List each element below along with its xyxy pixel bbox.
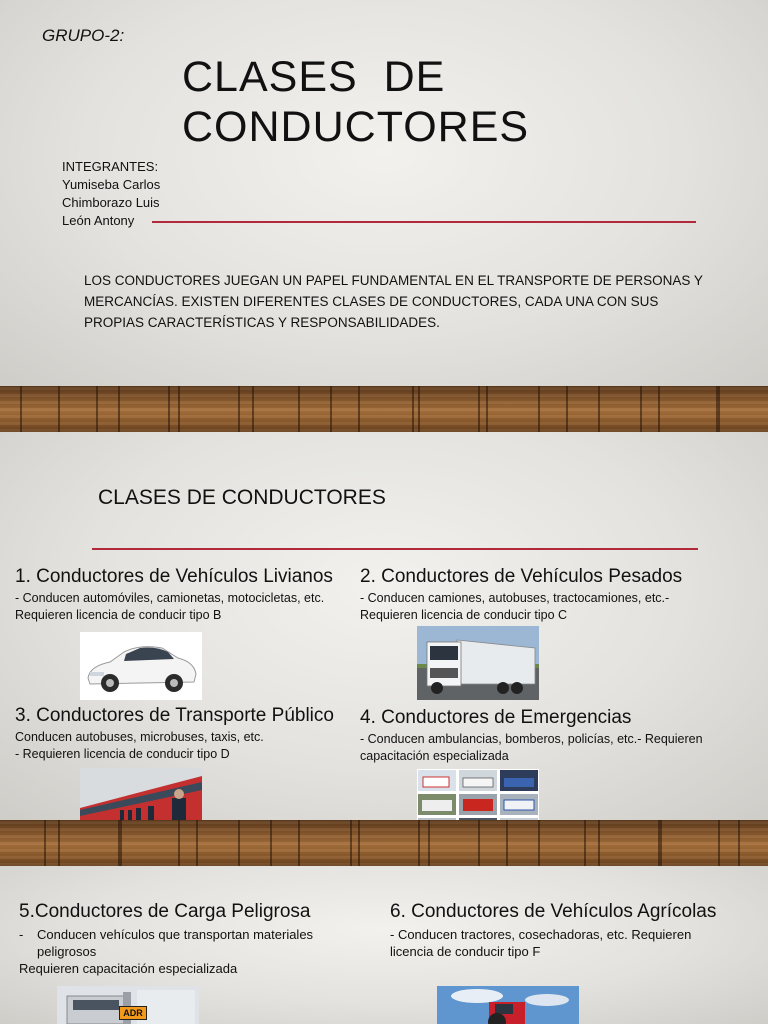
title-line-2: CONDUCTORES bbox=[182, 103, 530, 151]
bullet: - bbox=[19, 927, 24, 942]
slide-title bbox=[0, 0, 768, 386]
emergency-vehicles-image bbox=[417, 769, 539, 820]
slide-heading: CLASES DE CONDUCTORES bbox=[98, 486, 386, 509]
tractor-image bbox=[437, 986, 579, 1024]
car-image bbox=[80, 632, 202, 700]
class-heading-3: 3. Conductores de Transporte Público bbox=[15, 705, 334, 726]
divider-line bbox=[92, 548, 698, 550]
slide-classes-continued bbox=[0, 866, 768, 1024]
desc-line: peligrosos bbox=[37, 944, 97, 959]
class-desc-1 bbox=[15, 590, 324, 624]
desc-line: - Conducen automóviles, camionetas, motocicletas, etc. bbox=[15, 591, 325, 605]
team-member: León Antony bbox=[62, 213, 135, 228]
class-desc-4 bbox=[360, 731, 703, 765]
wood-floor-divider bbox=[0, 386, 768, 432]
intro-line: PROPIAS CARACTERÍSTICAS Y RESPONSABILIDADES. bbox=[84, 315, 440, 330]
desc-line: - Conducen ambulancias, bomberos, policías, etc.- Requieren bbox=[360, 732, 703, 746]
class-heading-4: 4. Conductores de Emergencias bbox=[360, 707, 632, 728]
desc-line: Requieren licencia de conducir tipo C bbox=[360, 608, 568, 622]
title-line-1: CLASES DE bbox=[182, 53, 446, 101]
intro-line: MERCANCÍAS. EXISTEN DIFERENTES CLASES DE CONDUCTORES, CADA UNA CON SUS bbox=[84, 294, 659, 309]
team-list bbox=[62, 158, 160, 230]
team-heading: INTEGRANTES: bbox=[62, 159, 159, 174]
intro-line: LOS CONDUCTORES JUEGAN UN PAPEL FUNDAMENTAL EN EL TRANSPORTE DE PERSONAS Y bbox=[84, 273, 703, 288]
class-heading-6: 6. Conductores de Vehículos Agrícolas bbox=[390, 901, 717, 922]
team-member: Yumiseba Carlos bbox=[62, 177, 161, 192]
presentation-title bbox=[182, 52, 529, 152]
desc-line: capacitación especializada bbox=[360, 749, 509, 763]
wood-floor-divider bbox=[0, 820, 768, 866]
adr-sign: ADR bbox=[119, 1006, 147, 1020]
desc-line: Requieren capacitación especializada bbox=[19, 961, 238, 976]
team-member: Chimborazo Luis bbox=[62, 195, 160, 210]
slide-classes bbox=[0, 432, 768, 820]
class-heading-1: 1. Conductores de Vehículos Livianos bbox=[15, 566, 333, 587]
class-heading-5: 5.Conductores de Carga Peligrosa bbox=[19, 901, 311, 922]
class-desc-3 bbox=[15, 729, 264, 763]
desc-line: Conducen autobuses, microbuses, taxis, etc. bbox=[15, 730, 264, 744]
intro-paragraph bbox=[84, 270, 704, 333]
desc-line: - Conducen camiones, autobuses, tractocamiones, etc.- bbox=[360, 591, 670, 605]
hazmat-truck-image bbox=[57, 986, 199, 1024]
buses-image bbox=[80, 768, 202, 820]
group-label: GRUPO-2: bbox=[42, 26, 125, 45]
class-heading-2: 2. Conductores de Vehículos Pesados bbox=[360, 566, 683, 587]
truck-image bbox=[417, 626, 539, 700]
class-desc-6 bbox=[390, 926, 691, 960]
desc-line: Requieren licencia de conducir tipo B bbox=[15, 608, 222, 622]
desc-line: licencia de conducir tipo F bbox=[390, 944, 541, 959]
class-desc-5 bbox=[19, 926, 364, 977]
desc-line: Conducen vehículos que transportan materiales bbox=[37, 927, 314, 942]
desc-line: - Requieren licencia de conducir tipo D bbox=[15, 747, 230, 761]
desc-line: - Conducen tractores, cosechadoras, etc. Requieren bbox=[390, 927, 692, 942]
class-desc-2 bbox=[360, 590, 669, 624]
divider-line bbox=[152, 221, 696, 223]
